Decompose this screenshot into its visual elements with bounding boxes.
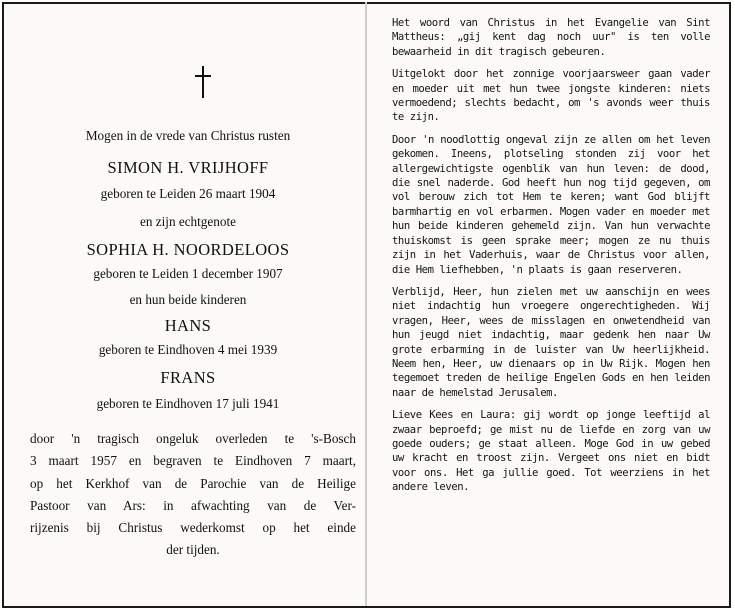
- closing-line: 3 maart 1957 en begraven te Eindhoven 7 maart,: [30, 453, 356, 469]
- closing-line: door 'n tragisch ongeluk overleden te 's-Bosch: [30, 431, 356, 446]
- person2-birth: geboren te Leiden 1 december 1907: [93, 266, 283, 281]
- conjunction-text: en zijn echtgenote: [140, 214, 236, 229]
- person1-birth: geboren te Leiden 26 maart 1904: [100, 186, 276, 201]
- cross-icon: [195, 66, 211, 100]
- closing-paragraph: [30, 428, 356, 562]
- person2-name: SOPHIA H. NOORDELOOS: [86, 240, 290, 259]
- paragraph-gospel: Het woord van Christus in het Evangelie van Sint Mattheus: „gij kent dag noch uur" is ten volle bewaarheid in dit tragisch gebeuren.: [392, 17, 710, 58]
- paragraph-prayer: Verblijd, Heer, hun zielen met uw aanschijn en wees niet indachtig hun vroegere ongerechtigheden. Wij vragen, Heer, wees de misslagen en onwetendheid van hun jeugd niet indachtig, maar gedenk hen naar Uw grote erbarming in de luister van Uw heerlijkheid. Neem hen, Heer, uw dienaars op in Uw Rijk. Mogen hen tegemoet treden de heilige Engelen Gods en hen leiden naar de hemelstad Jerusalem.: [392, 285, 710, 399]
- closing-line: Pastoor van Ars: in afwachting van de Ver-: [30, 497, 356, 513]
- paragraph-children-message: Lieve Kees en Laura: gij wordt op jonge leeftijd al zwaar beproefd; ge mist nu de liefde en zorg van uw goede ouders; ge staat alleen. Moge God in uw gebed uw kracht en troost zijn. Vergeet ons niet en bidt voor ons. Het ga jullie goed. Tot weerziens in het andere leven.: [392, 409, 710, 494]
- closing-line: op het Kerkhof van de Parochie van de Heilige: [30, 475, 356, 491]
- closing-line: rijzenis bij Christus wederkomst op het einde: [30, 520, 356, 536]
- paragraph-outing: Uitgelokt door het zonnige voorjaarsweer gaan vader en moeder uit met hun twee jongste kinderen: niets vermoedend; slechts bedacht, om 's avonds weer thuis te zijn.: [392, 68, 710, 124]
- card-fold-line: [365, 2, 367, 606]
- child1-name: HANS: [164, 316, 212, 335]
- closing-line: der tijden.: [166, 542, 220, 558]
- children-intro: en hun beide kinderen: [129, 292, 247, 307]
- child1-birth: geboren te Eindhoven 4 mei 1939: [98, 342, 278, 357]
- child2-birth: geboren te Eindhoven 17 juli 1941: [96, 396, 280, 411]
- child2-name: FRANS: [160, 368, 216, 387]
- person1-name: SIMON H. VRIJHOFF: [107, 158, 269, 177]
- right-panel: [392, 16, 710, 596]
- left-panel: [20, 0, 356, 600]
- intro-text: Mogen in de vrede van Christus rusten: [85, 128, 291, 143]
- paragraph-accident: Door 'n noodlottig ongeval zijn ze allen om het leven gekomen. Ineens, plotseling stonden zij voor het allergewichtigste ogenblik van hun leven: de dood, die snel naderde. God heeft hun nog tijd gegeven, om vol berouw zich tot Hem te keren; want God blijft barmhartig en vol erbarmen. Mogen vader en moeder met hun beide kinderen gehemeld zijn. Van hun verwachte thuiskomst is geen sprake meer; mogen ze nu thuis zijn in het Vaderhuis, waar de Christus voor allen, die Hem liefhebben, 'n plaats is gaan reserveren.: [392, 133, 710, 276]
